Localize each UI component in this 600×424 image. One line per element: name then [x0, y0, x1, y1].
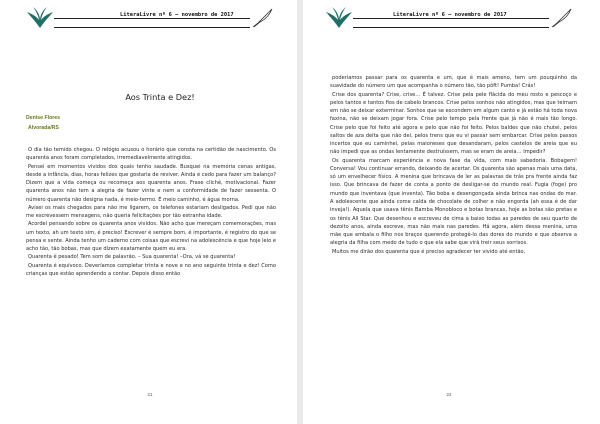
header-rule — [353, 18, 549, 28]
paragraph: Muitos me dirão dos quarenta que é preciso agradecer ter vivido até então, — [332, 248, 526, 255]
paragraph: Quarenta é pesado! Tem som de palavrão. – Sua quarenta! –Ora, vá se quarenta! — [28, 254, 236, 261]
paragraph: Pensei em momentos vividos dos quais tenho saudade. Busquei na memória cenas antigas, desde a infância, dias, horas felizes que gostaria de reviver. Ainda é cedo para fazer um balanço? Dizem que a vida começa ou recomeça aos quarenta anos. Frase clichê, motivacional. Fazer quarenta anos não tem a alegria de fazer vinte e nem a conformidade de fazer sessenta. O número quarenta não designa nada, é meio-termo. É meio caminho, é água morna. — [26, 163, 276, 203]
bird-logo-icon — [26, 6, 54, 30]
quill-pen-icon — [252, 8, 274, 28]
bird-logo-icon — [325, 6, 353, 30]
left-page — [0, 0, 297, 424]
paragraph: Crise dos quarenta? Crise, crise… É talvez. Crise pela pele flácida do meu rosto e pescoço e pelos tantos e tantos fios de cabelo brancos. Crise pelos sonhos não atingidos, mas que teimam em não se deixar exterminar. Sonhos que se escondem em algum canto e já estão há toda nova faxina, não se deixam jogar fora. Crise pelo tempo pela frente que já não é mais tão longo. Crise pelo que foi feito até agora e pelo que não foi feito. Pelos baldes que não chutei, pelos saltos de aza delta que não dei, pelos trens que eu vi passar sem embarcar. Crise pelos passos incertos que eu caminhei, pelas maioneses que desandaram, pelos castelos de areia que eu não impedi que as ondas lentamente destruíssem, mas se eram de areia… Impedir? — [330, 91, 577, 156]
page-header: LiteraLivre nº 6 – novembro de 2017 — [120, 12, 234, 18]
header-rule — [54, 18, 250, 28]
page-number: 22 — [446, 392, 452, 397]
paragraph: poderíamos passar para os quarenta e um, que é mais ameno, tem um pouquinho da suavidade do número um que acompanha o número tão, tão pôft! Pumba! Crás! — [330, 75, 577, 90]
article-body-right — [330, 74, 577, 256]
author-location: Alvorada/RS — [28, 125, 59, 131]
paragraph: Avisei os mais chegados para não me ligarem, os telefones estariam desligados. Pedi que não me escrevessem mensagens, não queria felicitações por tão estranha idade. — [26, 204, 276, 220]
author-name: Denise Flores — [26, 115, 61, 121]
paragraph: Quarenta é equívoco. Deveríamos completar trinta e nove e no ano seguinte trinta e dez! Como crianças que estão aprendendo a contar. Depois disso então — [26, 262, 276, 277]
right-page — [303, 0, 600, 424]
page-header: LiteraLivre nº 6 – novembro de 2017 — [393, 12, 507, 18]
article-title: Aos Trinta e Dez! — [125, 92, 195, 102]
paragraph: O dia tão temido chegou. O relógio acusou o horário que consta na certidão de nascimento. Os quarenta anos foram completados, irremediavelmente atingidos. — [26, 147, 276, 162]
article-body-left — [26, 146, 276, 278]
paragraph: Acordei pensando sobre os quarenta anos vividos. Não acho que mereçam comemorações, mas um texto, ah um texto sim, é preciso! Escrever é sempre bom, é importante, é registro do que se pensa e sente. Ainda tenho um caderno com coisas que escrevi na adolescência e que hoje leio e acho tão, tão bobas, mas que dizem exatamente quem eu era. — [26, 221, 276, 253]
page-number: 21 — [147, 392, 153, 397]
quill-pen-icon — [551, 8, 573, 28]
paragraph: Os quarenta marcam experiência e nova fase da vida, com mais sabedoria. Bobagem! Conversa! Vou continuar errando, deixando de acertar. Os quarenta são apenas mais uma data, só um envelhecer físico. A menina que brincava de ler as palavras de trás pra frente ainda faz isso. Que brincava de fazer de conta a ponto de desligar-se do mundo real. Fugia (foge) pro mundo que inventava (que inventa). Tão boba e desengonçada ainda brinca nas ondas do mar. A adolescente que ainda come calda de chocolate de colher e não engorda (ah essa é de dar inveja!). Aquela que usava tênis Bamba Monobloco e botas brancas, hoje as botas são pretas e os tênis All Star. Que desenhou e escreveu de cima a baixo todas as paredes de seu quarto de dezoito anos, ainda escreve, mas não mais nas paredes. Há agora, além dessa menina, uma mãe que embala o filho nos braços querendo protegê-lo das dores do mundo e que observa a alegria da filha com medo de tudo o que ela sabe que virá treir seus sorrisos. — [330, 157, 577, 247]
